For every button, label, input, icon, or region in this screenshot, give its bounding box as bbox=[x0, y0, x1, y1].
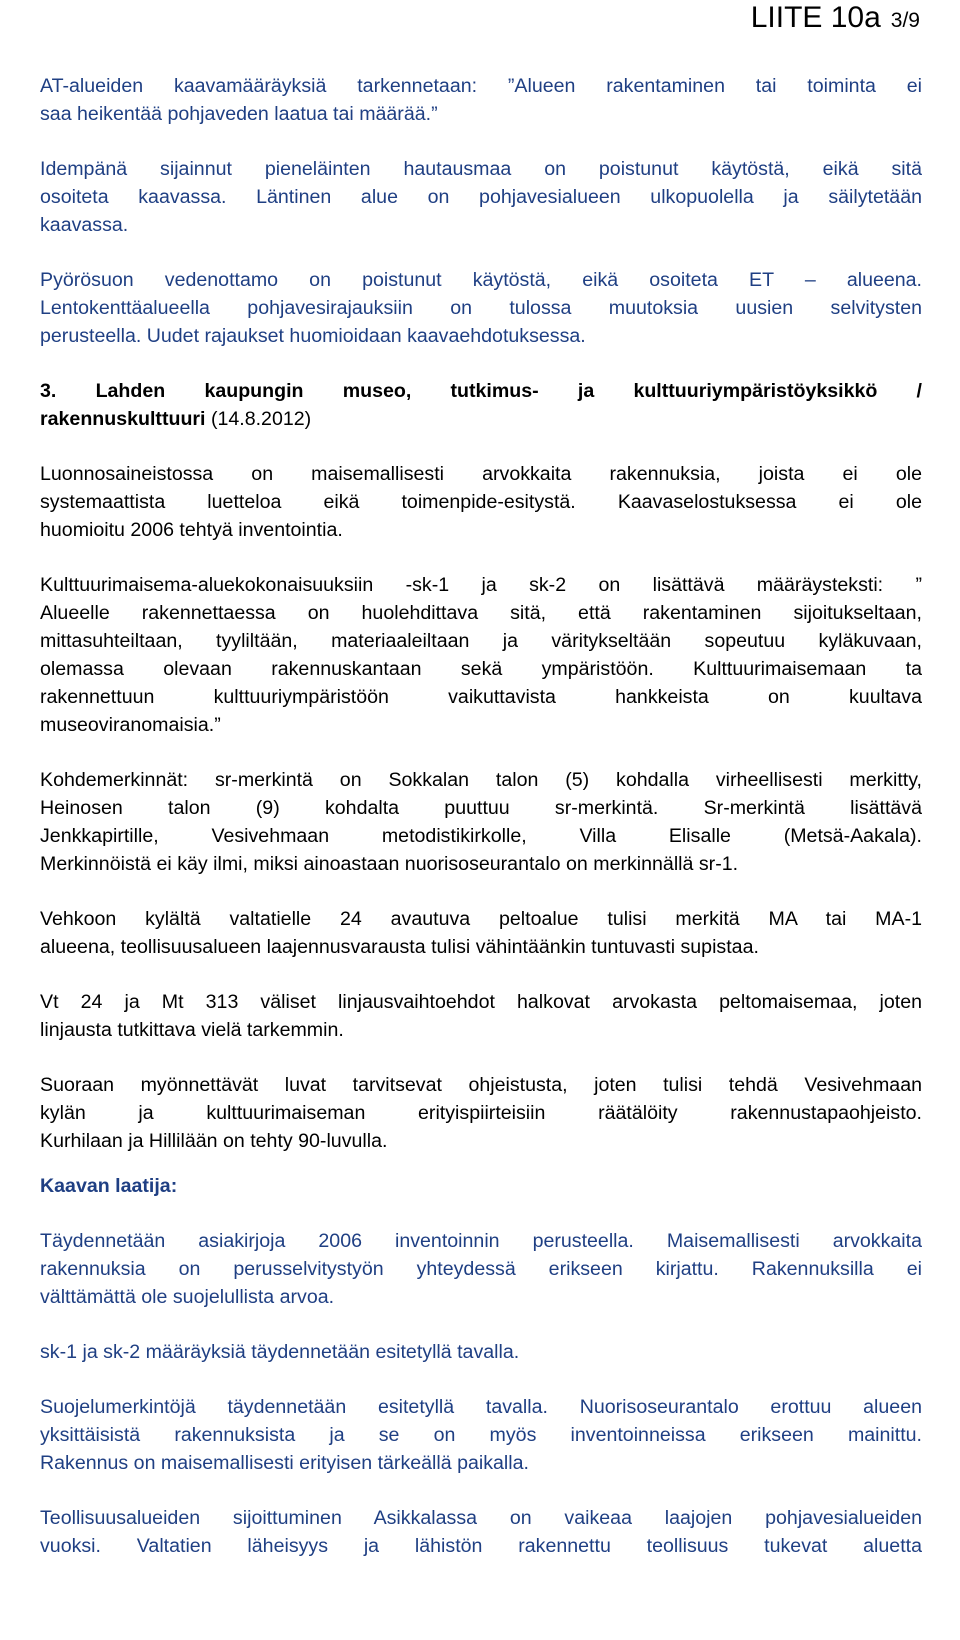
text-line: kaavassa. bbox=[40, 214, 129, 236]
text-line: kylän ja kulttuurimaiseman erityispiirteisiin räätälöity rakennustapaohjeisto. bbox=[40, 1102, 922, 1124]
text-line: saa heikentää pohjaveden laatua tai määrää.” bbox=[40, 103, 438, 125]
text-line: Suojelumerkintöjä täydennetään esitetyllä tavalla. Nuorisoseurantalo erottuu alueen bbox=[40, 1396, 922, 1418]
response-heading-text: Kaavan laatija: bbox=[40, 1175, 178, 1197]
response-heading bbox=[40, 1172, 922, 1200]
text-line: Kohdemerkinnät: sr-merkintä on Sokkalan talon (5) kohdalla virheellisesti merkitty, bbox=[40, 769, 922, 791]
text-line: perusteella. Uudet rajaukset huomioidaan kaavaehdotuksessa. bbox=[40, 325, 586, 347]
text-line: Teollisuusalueiden sijoittuminen Asikkalassa on vaikeaa laajojen pohjavesialueiden bbox=[40, 1507, 922, 1529]
text-line: alueena, teollisuusalueen laajennusvarausta tulisi vähintäänkin tuntuvasti supistaa. bbox=[40, 936, 759, 958]
text-line: linjausta tutkittava vielä tarkemmin. bbox=[40, 1019, 344, 1041]
paragraph-vehkoo-field bbox=[40, 905, 922, 961]
paragraph-pet-cemetery bbox=[40, 155, 922, 239]
text-line: Rakennus on maisemallisesti erityisen tärkeällä paikalla. bbox=[40, 1452, 529, 1474]
text-line: rakennettuun kulttuuriympäristöön vaikuttavista hankkeista on kuultava bbox=[40, 686, 922, 708]
paragraph-at-regulations bbox=[40, 72, 922, 128]
text-line: Kurhilaan ja Hillilään on tehty 90-luvulla. bbox=[40, 1130, 388, 1152]
paragraph-water-intake bbox=[40, 266, 922, 350]
text-line: Heinosen talon (9) kohdalta puuttuu sr-merkintä. Sr-merkintä lisättävä bbox=[40, 797, 922, 819]
text-line: Luonnosaineistossa on maisemallisesti arvokkaita rakennuksia, joista ei ole bbox=[40, 463, 922, 485]
page-header bbox=[751, 0, 920, 39]
section-date: (14.8.2012) bbox=[205, 408, 312, 430]
section-title-line bbox=[40, 377, 922, 405]
text-line: Vehkoon kylältä valtatielle 24 avautuva peltoalue tulisi merkitä MA tai MA-1 bbox=[40, 908, 922, 930]
document-body bbox=[40, 72, 922, 1587]
page-number: 3/9 bbox=[890, 9, 920, 32]
text-line: Pyörösuon vedenottamo on poistunut käytöstä, eikä osoiteta ET – alueena. bbox=[40, 269, 922, 291]
text-line: Kulttuurimaisema-aluekokonaisuuksiin -sk-1 ja sk-2 on lisättävä määräysteksti: ” bbox=[40, 574, 922, 596]
text-line: vuoksi. Valtatien läheisyys ja lähistön rakennettu teollisuus tukevat aluetta bbox=[40, 1535, 922, 1557]
text-line: museoviranomaisia.” bbox=[40, 714, 221, 736]
section-title-line bbox=[40, 405, 922, 433]
text-line: osoiteta kaavassa. Läntinen alue on pohjavesialueen ulkopuolella ja säilytetään bbox=[40, 186, 922, 208]
text-line: Idempänä sijainnut pieneläinten hautausmaa on poistunut käytöstä, eikä sitä bbox=[40, 158, 922, 180]
response-inventory bbox=[40, 1227, 922, 1311]
text-line: Lentokenttäalueella pohjavesirajauksiin on tulossa muutoksia uusien selvitysten bbox=[40, 297, 922, 319]
section-title: Lahden kaupungin museo, tutkimus- ja kulttuuriympäristöyksikkö / bbox=[95, 380, 922, 402]
text-line: Merkinnöistä ei käy ilmi, miksi ainoastaan nuorisoseurantalo on merkinnällä sr-1. bbox=[40, 853, 739, 875]
text-line: systemaattista luetteloa eikä toimenpide-esitystä. Kaavaselostuksessa ei ole bbox=[40, 491, 922, 513]
paragraph-object-markings bbox=[40, 766, 922, 878]
text-line: Täydennetään asiakirjoja 2006 inventoinnin perusteella. Maisemallisesti arvokkaita bbox=[40, 1230, 922, 1252]
text-line: sk-1 ja sk-2 määräyksiä täydennetään esitetyllä tavalla. bbox=[40, 1341, 520, 1363]
response-protection-markings bbox=[40, 1393, 922, 1477]
paragraph-building-guidelines bbox=[40, 1071, 922, 1155]
section-heading bbox=[40, 377, 922, 433]
text-line: olemassa olevaan rakennuskantaan sekä ympäristöön. Kulttuurimaisemaan ta bbox=[40, 658, 922, 680]
text-line: välttämättä ole suojelullista arvoa. bbox=[40, 1286, 335, 1308]
paragraph-draft-material bbox=[40, 460, 922, 544]
appendix-title: LIITE 10a bbox=[750, 1, 881, 34]
text-line: mittasuhteiltaan, tyyliltään, materiaaleiltaan ja väritykseltään sopeutuu kyläkuvaan, bbox=[40, 630, 922, 652]
text-line: AT-alueiden kaavamääräyksiä tarkennetaan: ”Alueen rakentaminen tai toiminta ei bbox=[40, 75, 922, 97]
text-line: Vt 24 ja Mt 313 väliset linjausvaihtoehdot halkovat arvokasta peltomaisemaa, joten bbox=[40, 991, 922, 1013]
text-line: Jenkkapirtille, Vesivehmaan metodistikirkolle, Villa Elisalle (Metsä-Aakala). bbox=[40, 825, 922, 847]
paragraph-road-alignment bbox=[40, 988, 922, 1044]
paragraph-cultural-landscape bbox=[40, 571, 922, 739]
text-line: yksittäisistä rakennuksista ja se on myös inventoinneissa erikseen mainittu. bbox=[40, 1424, 922, 1446]
response-sk-regulations bbox=[40, 1338, 922, 1366]
section-number: 3. bbox=[40, 380, 57, 402]
text-line: Suoraan myönnettävät luvat tarvitsevat ohjeistusta, joten tulisi tehdä Vesivehmaan bbox=[40, 1074, 922, 1096]
text-line: rakennuksia on perusselvitystyön yhteydessä erikseen kirjattu. Rakennuksilla ei bbox=[40, 1258, 922, 1280]
section-title-bold: rakennuskulttuuri bbox=[40, 408, 206, 430]
text-line: huomioitu 2006 tehtyä inventointia. bbox=[40, 519, 343, 541]
text-line: Alueelle rakennettaessa on huolehdittava sitä, että rakentaminen sijoitukseltaan, bbox=[40, 602, 922, 624]
response-industrial-areas bbox=[40, 1504, 922, 1560]
